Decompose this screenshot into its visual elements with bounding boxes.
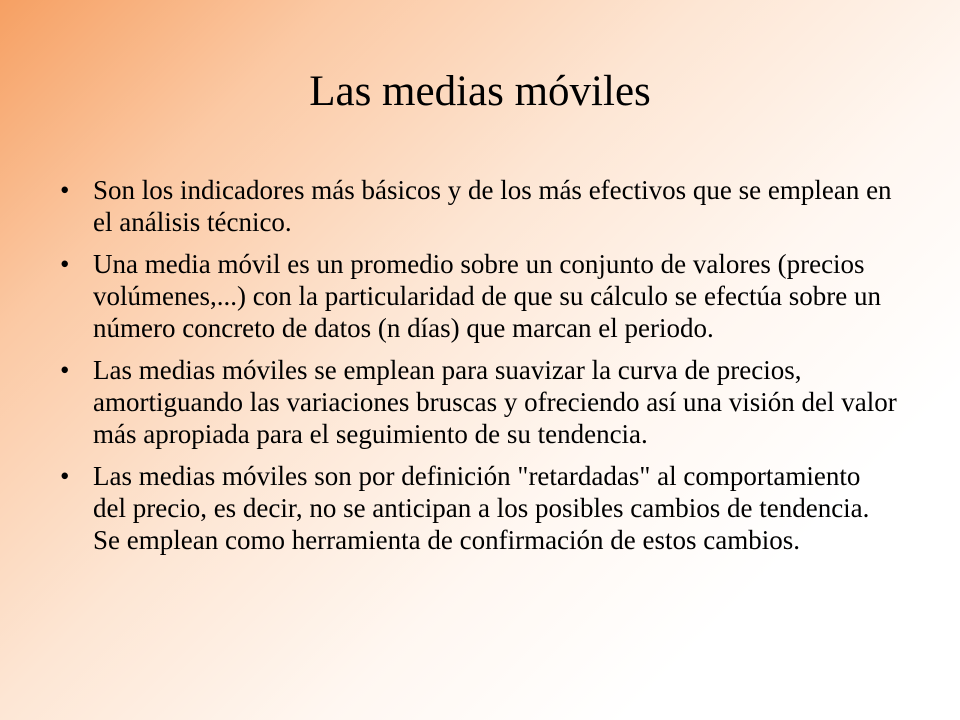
bullet-icon: • bbox=[60, 355, 70, 385]
bullet-item-3 bbox=[60, 354, 900, 450]
bullet-text: Las medias móviles son por definición "retardadas" al comportamiento del precio, es decir, no se anticipan a los posibles cambios de tendencia. Se emplean como herramienta de confirmación de estos cambios. bbox=[93, 461, 870, 555]
slide-title: Las medias móviles bbox=[309, 68, 651, 115]
bullet-text: Son los indicadores más básicos y de los más efectivos que se emplean en el análisis técnico. bbox=[93, 175, 892, 237]
bullet-list bbox=[60, 174, 900, 566]
bullet-text: Las medias móviles se emplean para suavizar la curva de precios, amortiguando las variaciones bruscas y ofreciendo así una visión del valor más apropiada para el seguimiento de su tendencia. bbox=[93, 355, 897, 449]
bullet-icon: • bbox=[60, 175, 70, 205]
bullet-icon: • bbox=[60, 249, 70, 279]
bullet-item-2 bbox=[60, 248, 900, 344]
bullet-item-1 bbox=[60, 174, 900, 238]
bullet-icon: • bbox=[60, 461, 70, 491]
bullet-item-4 bbox=[60, 460, 900, 556]
bullet-text: Una media móvil es un promedio sobre un conjunto de valores (precios volúmenes,...) con la particularidad de que su cálculo se efectúa sobre un número concreto de datos (n días) que marcan el periodo. bbox=[93, 249, 881, 343]
